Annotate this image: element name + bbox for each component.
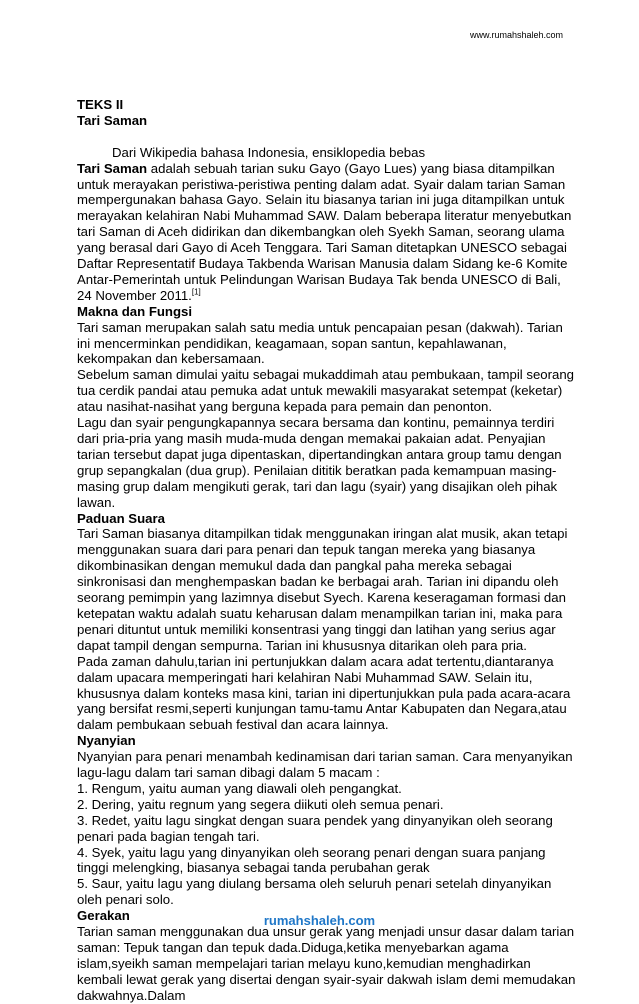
spacer — [77, 129, 577, 145]
makna-paragraph-1: Tari saman merupakan salah satu media untuk pencapaian pesan (dakwah). Tarian ini mencerminkan pendidikan, keagamaan, sopan santun, kepahlawanan, kekompakan dan kebersamaan. — [77, 319, 563, 367]
nyanyian-item: 1. Rengum, yaitu auman yang diawali oleh pengangkat. — [77, 780, 402, 796]
intro-paragraph — [77, 161, 577, 304]
intro-text: adalah sebuah tarian suku Gayo (Gayo Lues) yang biasa ditampilkan untuk merayakan peristiwa-peristiwa penting dalam adat. Syair dalam tarian Saman mempergunakan bahasa Gayo. Selain itu biasanya tarian ini juga ditampilkan untuk merayakan kelahiran Nabi Muhammad SAW. Dalam beberapa literatur menyebutkan tari Saman di Aceh didirikan dan dikembangkan oleh Syekh Saman, seorang ulama yang berasal dari Gayo di Aceh Tenggara. Tari Saman ditetapkan UNESCO sebagai Daftar Representatif Budaya Takbenda Warisan Manusia dalam Sidang ke-6 Komite Antar-Pemerintah untuk Pelindungan Warisan Budaya Tak benda UNESCO di Bali, 24 November 2011. — [77, 160, 572, 303]
section-label: TEKS II — [77, 97, 124, 112]
source-line: Dari Wikipedia bahasa Indonesia, ensiklopedia bebas — [112, 144, 426, 160]
paduan-paragraph-1: Tari Saman biasanya ditampilkan tidak menggunakan iringan alat musik, akan tetapi menggunakan suara dari para penari dan tepuk tangan mereka yang biasanya dikombinasikan dengan memukul dada dan pangkal paha mereka sebagai sinkronisasi dan menghempaskan badan ke berbagai arah. Tarian ini dipandu oleh seorang pemimpin yang lazimnya disebut Syech. Karena keseragaman formasi dan ketepatan waktu adalah suatu keharusan dalam menampilkan tarian ini, maka para penari dituntut untuk memiliki konsentrasi yang tinggi dan latihan yang serius agar dapat tampil dengan sempurna. Tarian ini khususnya ditarikan oleh para pria. — [77, 526, 568, 653]
document-title: Tari Saman — [77, 112, 148, 128]
gerakan-paragraph-1: Tarian saman menggunakan dua unsur gerak yang menjadi unsur dasar dalam tarian saman: Tepuk tangan dan tepuk dada.Diduga,ketika menyebarkan agama islam,syeikh saman mempelajari tarian melayu kuno,kemudian menghadirkan kembali lewat gerak yang disertai dengan syair-syair dakwah islam demi memudakan dakwahnya.Dalam — [77, 924, 576, 1003]
document-body — [77, 97, 577, 1004]
nyanyian-item: 5. Saur, yaitu lagu yang diulang bersama oleh seluruh penari setelah dinyanyikan oleh penari solo. — [77, 876, 552, 908]
header-url: www.rumahshaleh.com — [469, 30, 563, 40]
heading-nyanyian: Nyanyian — [77, 733, 136, 749]
heading-makna: Makna dan Fungsi — [77, 303, 193, 319]
intro-bold-term: Tari Saman — [77, 160, 148, 176]
makna-paragraph-3: Lagu dan syair pengungkapannya secara bersama dan kontinu, pemainnya terdiri dari pria-pria yang masih muda-muda dengan memakai pakaian adat. Penyajian tarian tersebut dapat juga dipentaskan, dipertandingkan antara group tamu dengan grup sepangkalan (dua grup). Penilaian dititik beratkan pada kemampuan masing-masing grup dalam mengikuti gerak, tari dan lagu (syair) yang disajikan oleh pihak lawan. — [77, 415, 562, 510]
nyanyian-item: 2. Dering, yaitu regnum yang segera diikuti oleh semua penari. — [77, 796, 444, 812]
heading-gerakan: Gerakan — [77, 908, 130, 924]
footer-site: rumahshaleh.com — [263, 913, 376, 928]
nyanyian-item: 4. Syek, yaitu lagu yang dinyanyikan oleh seorang penari dengan suara panjang tinggi melengking, biasanya sebagai tanda perubahan gerak — [77, 844, 546, 876]
nyanyian-item: 3. Redet, yaitu lagu singkat dengan suara pendek yang dinyanyikan oleh seorang penari pada bagian tengah tari. — [77, 812, 553, 844]
nyanyian-paragraph-1: Nyanyian para penari menambah kedinamisan dari tarian saman. Cara menyanyikan lagu-lagu dalam tari saman dibagi dalam 5 macam : — [77, 749, 573, 781]
heading-paduan: Paduan Suara — [77, 510, 165, 526]
reference-link[interactable]: [1] — [191, 287, 201, 297]
paduan-paragraph-2: Pada zaman dahulu,tarian ini pertunjukkan dalam acara adat tertentu,diantaranya dalam upacara memperingati hari kelahiran Nabi Muhammad SAW. Selain itu, khususnya dalam konteks masa kini, tarian ini dipertunjukkan pula pada acara-acara yang bersifat resmi,seperti kunjungan tamu-tamu Antar Kabupaten dan Negara,atau dalam pembukaan sebuah festival dan acara lainnya. — [77, 653, 571, 733]
makna-paragraph-2: Sebelum saman dimulai yaitu sebagai mukaddimah atau pembukaan, tampil seorang tua cerdik pandai atau pemuka adat untuk mewakili masyarakat setempat (keketar) atau nasihat-nasihat yang berguna kepada para pemain dan penonton. — [77, 367, 575, 415]
